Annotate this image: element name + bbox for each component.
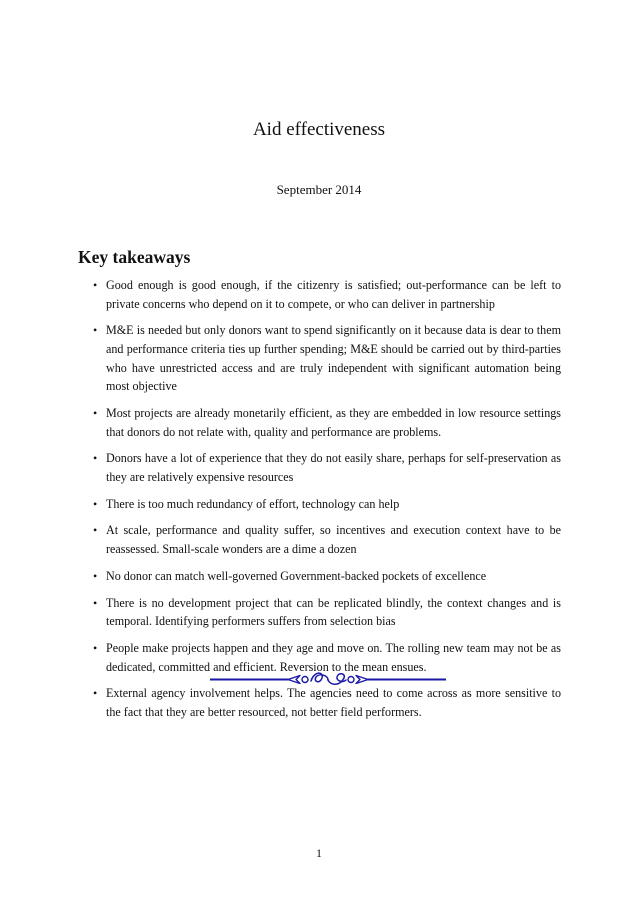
bullet-icon: • (93, 595, 98, 610)
list-item-text: M&E is needed but only donors want to spend significantly on it because data is dear to them and performance criteria ties up further spending; M&E should be carried out by third-parties who have unrestricted access and are truly independent with significant automation being most objective (106, 323, 561, 394)
list-item (77, 567, 561, 586)
list-item-text: There is too much redundancy of effort, technology can help (106, 496, 400, 511)
bullet-icon: • (93, 496, 98, 511)
page-number: 1 (316, 846, 322, 860)
list-item (77, 495, 561, 514)
bullet-icon: • (93, 323, 98, 338)
list-item (77, 276, 561, 313)
bullet-icon: • (93, 641, 98, 655)
list-item-text: Most projects are already monetarily efficient, as they are embedded in low resource settings that donors do not relate with, quality and performance are problems. (106, 405, 561, 439)
list-item-text: People make projects happen and they age and move on. The rolling new team may not be as dedicated, committed and efficient. Reversion to the mean ensues. (106, 641, 561, 674)
list-item (77, 449, 561, 486)
bullet-icon: • (93, 568, 98, 583)
bullet-icon: • (93, 686, 98, 701)
list-item-text: Good enough is good enough, if the citizenry is satisfied; out-performance can be left to private concerns who depend on it to compete, or who can deliver in partnership (106, 278, 561, 311)
page-title: Aid effectiveness (252, 119, 386, 140)
bullet-icon: • (93, 451, 98, 466)
list-item-text: No donor can match well-governed Government-backed pockets of excellence (106, 568, 487, 583)
list-item (77, 404, 561, 441)
list-item-text: There is no development project that can be replicated blindly, the context changes and is temporal. Identifying performers suffers from selection bias (106, 595, 561, 629)
ornament-strokes (210, 673, 446, 684)
bullet-icon: • (93, 405, 98, 420)
page-date: September 2014 (276, 182, 362, 197)
bullet-icon: • (93, 523, 98, 538)
list-item-text: Donors have a lot of experience that they do not easily share, perhaps for self-preservation as they are relatively expensive resources (106, 451, 561, 484)
ornament-divider-icon (210, 667, 446, 691)
list-item (77, 521, 561, 558)
takeaways-list (77, 276, 561, 730)
list-item (77, 321, 561, 395)
list-item (77, 594, 561, 631)
list-item-text: At scale, performance and quality suffer, so incentives and execution context have to be reassessed. Small-scale wonders are a dime a dozen (106, 523, 561, 557)
list-item-text: External agency involvement helps. The agencies need to come across as more sensitive to the fact that they are better resourced, not better field performers. (106, 686, 561, 719)
section-heading: Key takeaways (78, 247, 191, 267)
bullet-icon: • (93, 278, 98, 292)
